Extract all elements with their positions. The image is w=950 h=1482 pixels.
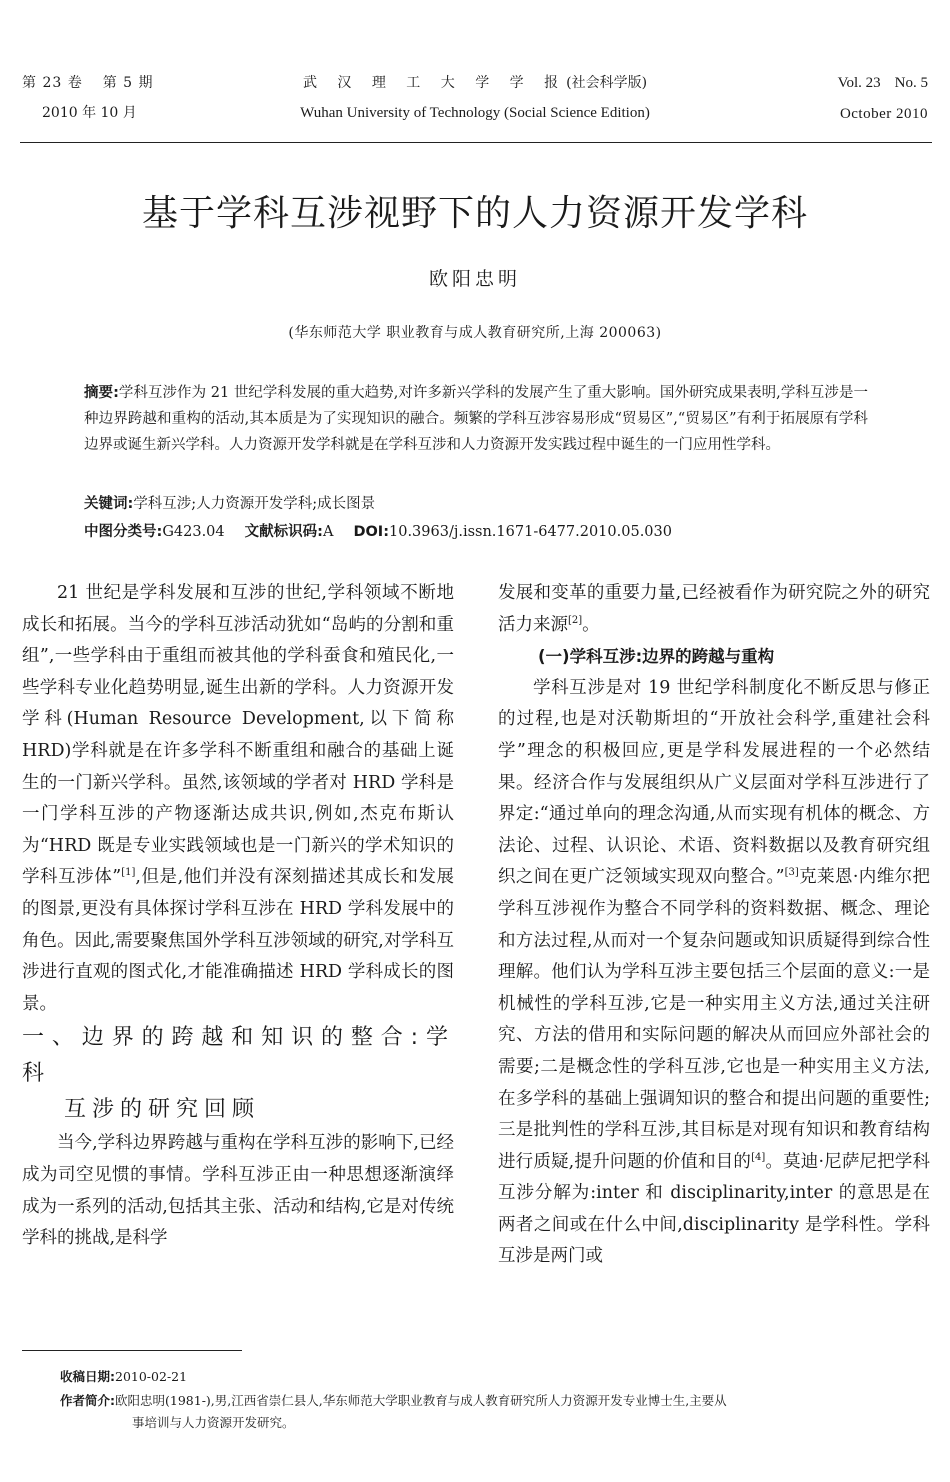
body-paragraph: 当今,学科边界跨越与重构在学科互涉的影响下,已经成为司空见惯的事情。学科互涉正由一种思想逐渐演绎成为一系列的活动,包括其主张、活动和结构,它是对传统学科的挑战,是科学 — [22, 1133, 454, 1249]
journal-title-cn: 武 汉 理 工 大 学 学 报(社会科学版) — [302, 75, 648, 91]
received-date — [60, 1366, 940, 1388]
header-center — [0, 76, 950, 121]
doc-code-label: 文献标识码: — [244, 524, 323, 540]
volume: 第 23 卷 — [22, 75, 83, 91]
issue-en: No. 5 — [894, 75, 928, 91]
body-column-left — [22, 578, 454, 1255]
article-author: 欧阳忠明 — [428, 268, 521, 290]
volume-en: Vol. 23 — [837, 75, 881, 91]
keywords — [84, 497, 868, 512]
citation-ref: [4] — [751, 1151, 766, 1163]
citation-ref: [1] — [121, 867, 136, 879]
abstract-label: 摘要: — [84, 385, 119, 401]
body-paragraph: 学科互涉是对 19 世纪学科制度化不断反思与修正的过程,也是对沃勒斯坦的“开放社会科学,重建社会科学”理念的积极回应,更是学科发展进程的一个必然结果。经济合作与发展组织从广义层面对学科互涉进行了界定:“通过单向的理念沟通,从而实现有机体的概念、方法论、过程、认识论、术语、资料数据以及教育研究组织之间在更广泛领域实现双向整合。”[3]克莱恩·内维尔把学科互涉视作为整合不同学科的资料数据、概念、理论和方法过程,从而对一个复杂问题或知识质疑得到综合性理解。他们认为学科互涉主要包括三个层面的意义:一是机械性的学科互涉,它是一种实用主义方法,通过关注研究、方法的借用和实际问题的解决从而回应外部社会的需要;二是概念性的学科互涉,它也是一种实用主义方法,在多学科的基础上强调知识的整合和提出问题的重要性;三是批判性的学科互涉,其目标是对现有知识和教育结构进行质疑,提升问题的价值和目的[4]。莫迪·尼萨尼把学科互涉分解为:inter 和 disciplinarity,inter 的意思是在两者之间或在什么中间,disciplinarity 是学科性。学科互涉是两门或 — [498, 677, 931, 1267]
abstract-text: 学科互涉作为 21 世纪学科发展的重大趋势,对许多新兴学科的发展产生了重大影响。国外研究成果表明,学科互涉是一种边界跨越和重构的活动,其本质是为了实现知识的融合。频繁的学科互涉容易形成“贸易区”,“贸易区”有利于拓展原有学科边界或诞生新兴学科。人力资源开发学科就是在学科互涉和人力资源开发实践过程中诞生的一门应用性学科。 — [84, 385, 868, 453]
footnote-rule — [22, 1350, 242, 1351]
body-column-right — [498, 578, 930, 1273]
keywords-text: 学科互涉;人力资源开发学科;成长图景 — [133, 496, 376, 512]
section-heading: 一、边界的跨越和知识的整合:学科 互涉的研究回顾 — [22, 1025, 454, 1123]
issue-date-en: October 2010 — [839, 106, 928, 122]
received-label: 收稿日期: — [60, 1369, 115, 1384]
citation-ref: [3] — [784, 867, 799, 879]
author-bio: 作者简介:欧阳忠明(1981-),男,江西省崇仁县人,华东师范大学职业教育与成人教育研究所人力资源开发专业博士生,主要从 事培训与人力资源开发研究。 — [60, 1393, 727, 1430]
bio-label: 作者简介: — [60, 1393, 115, 1408]
subsection-heading: (一)学科互涉:边界的跨越与重构 — [538, 647, 775, 667]
clc-label: 中图分类号: — [84, 524, 163, 540]
abstract — [84, 380, 868, 458]
body-paragraph: 21 世纪是学科发展和互涉的世纪,学科领域不断地成长和拓展。当今的学科互涉活动犹如“岛屿的分割和重组”,一些学科由于重组而被其他的学科蚕食和殖民化,一些学科专业化趋势明显,诞生出新的学科。人力资源开发学科(Human Resource Development,以下简称 HRD)学科就是在许多学科不断重组和融合的基础上诞生的一门新兴学科。虽然,该领域的学者对 HRD 学科是一门学科互涉的产物逐渐达成共识,例如,杰克布斯认为“HRD 既是专业实践领域也是一门新兴的学术知识的学科互涉体”[1],但是,他们并没有深刻描述其成长和发展的图景,更没有具体探讨学科互涉在 HRD 学科发展中的角色。因此,需要聚焦国外学科互涉领域的研究,对学科互涉进行直观的图式化,才能准确描述 HRD 学科成长的图景。 — [22, 583, 454, 1014]
header-rule — [20, 142, 932, 143]
doi-label: DOI: — [353, 524, 389, 540]
author-affiliation: (华东师范大学 职业教育与成人教育研究所,上海 200063) — [288, 325, 662, 341]
journal-title-en: Wuhan University of Technology (Social Science Edition) — [300, 105, 650, 121]
header-right — [838, 76, 928, 122]
classification-line — [84, 525, 868, 540]
doi: 10.3963/j.issn.1671-6477.2010.05.030 — [389, 524, 672, 540]
issue: 第 5 期 — [102, 75, 154, 91]
keywords-label: 关键词: — [84, 496, 134, 512]
citation-ref: [2] — [568, 614, 583, 626]
issue-date-cn: 2010 年 10 月 — [42, 105, 137, 121]
doc-code: A — [322, 524, 334, 540]
clc-code: G423.04 — [162, 524, 225, 540]
received-value: 2010-02-21 — [115, 1369, 188, 1384]
article-title: 基于学科互涉视野下的人力资源开发学科 — [141, 193, 808, 234]
volume-issue-en — [838, 76, 928, 91]
body-paragraph: 发展和变革的重要力量,已经被看作为研究院之外的研究活力来源[2]。 — [498, 583, 930, 635]
